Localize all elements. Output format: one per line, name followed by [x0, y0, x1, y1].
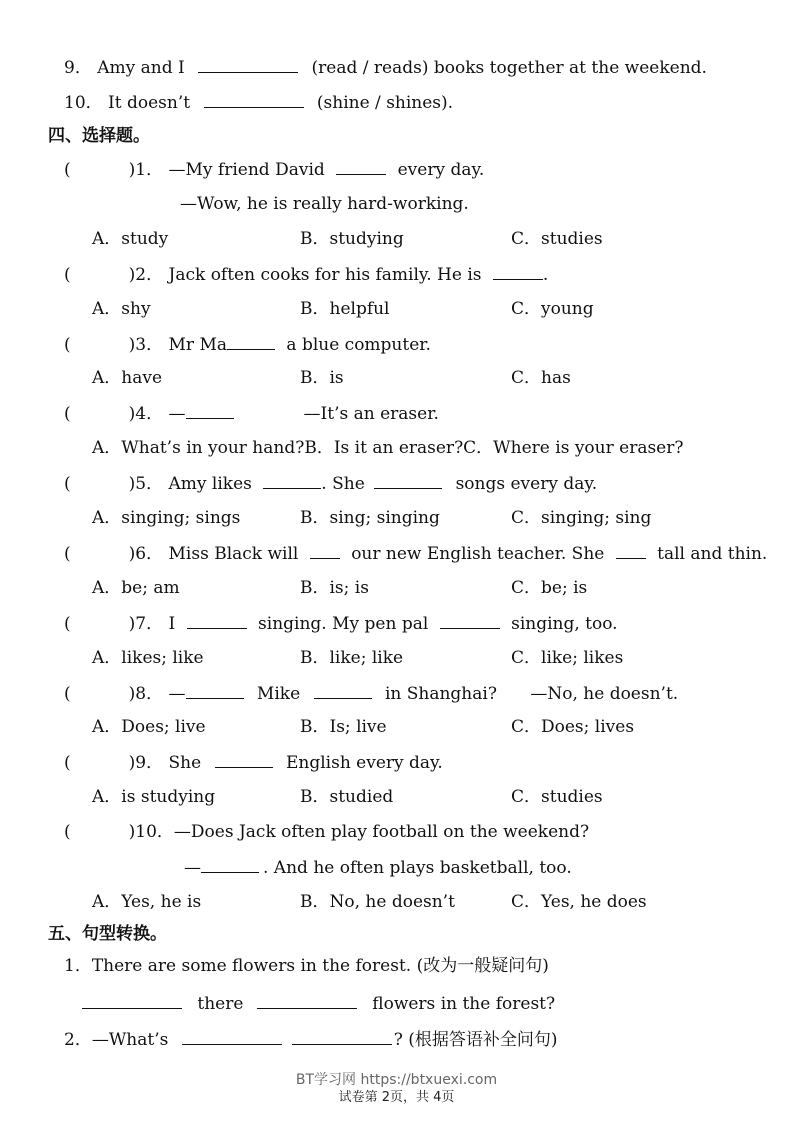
answer-blank[interactable] — [493, 263, 543, 280]
q-text: every day. — [397, 160, 485, 180]
option-c[interactable]: C．studies — [511, 787, 603, 807]
answer-box[interactable] — [71, 543, 129, 559]
q-text: . She — [321, 474, 365, 494]
q-text: — — [168, 404, 186, 424]
q-text: in Shanghai? — [384, 684, 497, 704]
option-b[interactable]: B．No, he doesn’t — [300, 892, 455, 912]
mc-question — [64, 158, 484, 181]
answer-blank[interactable] — [374, 472, 442, 489]
answer-box[interactable] — [71, 334, 129, 350]
answer-blank[interactable] — [292, 1028, 392, 1045]
answer-paren-open: ( — [64, 404, 71, 424]
answer-paren-open: ( — [64, 822, 71, 842]
q-text: Amy and I — [97, 58, 185, 78]
q-text: our new English teacher. She — [351, 544, 605, 564]
answer-box[interactable] — [71, 613, 129, 629]
option-c[interactable]: C．like; likes — [511, 648, 624, 668]
option-a[interactable]: A．have — [92, 368, 163, 388]
answer-paren-open: ( — [64, 684, 71, 704]
mc-question — [64, 263, 548, 286]
answer-box[interactable] — [71, 821, 129, 837]
watermark-site: BT学习网 https://btxuexi.com — [295, 1072, 498, 1088]
q9-fill — [64, 56, 707, 79]
q-text: —It’s an eraser. — [303, 404, 439, 424]
option-a[interactable]: A．is studying — [92, 787, 216, 807]
section-title: 四、选择题。 — [48, 126, 150, 146]
q-number: 9． — [135, 753, 164, 773]
q-text: Jack often cooks for his family. He is — [168, 265, 482, 285]
answer-paren-open: ( — [64, 160, 71, 180]
option-b[interactable]: B．studied — [300, 787, 394, 807]
answer-blank[interactable] — [227, 333, 275, 350]
q-text: flowers in the forest? — [372, 994, 556, 1014]
answer-paren-open: ( — [64, 753, 71, 773]
answer-paren-close: ) — [128, 753, 136, 773]
q-text: singing, too. — [511, 614, 618, 634]
q-text: There are some flowers in the forest. (改为一般疑问句) — [91, 956, 549, 976]
option-b[interactable]: B．helpful — [300, 299, 390, 319]
q-text: —Wow, he is really hard-working. — [180, 194, 469, 214]
answer-blank[interactable] — [440, 612, 500, 629]
option-a[interactable]: A．singing; sings — [92, 508, 241, 528]
answer-paren-close: ) — [128, 404, 136, 424]
mc-question — [64, 751, 443, 774]
q-text-line2 — [184, 856, 572, 879]
option-c[interactable]: C．Does; lives — [511, 717, 635, 737]
answer-paren-close: ) — [128, 684, 136, 704]
answer-paren-open: ( — [64, 474, 71, 494]
answer-blank[interactable] — [201, 856, 259, 873]
q-number: 10． — [64, 93, 103, 113]
q-text: ? (根据答语补全问句) — [393, 1030, 558, 1050]
q-number: 4． — [135, 404, 164, 424]
q-number: 7． — [135, 614, 164, 634]
q-number: 5． — [135, 474, 164, 494]
q-text: (read / reads) books together at the weekend. — [311, 58, 707, 78]
option-a[interactable]: A．Yes, he is — [92, 892, 202, 912]
answer-paren-close: ) — [128, 265, 136, 285]
answer-blank[interactable] — [616, 542, 646, 559]
option-b[interactable]: B．is; is — [300, 578, 369, 598]
answer-blank[interactable] — [186, 682, 244, 699]
answer-paren-close: ) — [128, 335, 136, 355]
mc-question — [64, 402, 439, 425]
q-number: 9． — [64, 58, 92, 78]
q-text: singing. My pen pal — [258, 614, 429, 634]
q-number: 3． — [135, 335, 164, 355]
answer-box[interactable] — [71, 159, 129, 175]
option-b[interactable]: B．studying — [300, 229, 404, 249]
q-number: 8． — [135, 684, 164, 704]
option-c[interactable]: C．has — [511, 368, 571, 388]
q-number: 1． — [135, 160, 164, 180]
options-line[interactable]: A．What’s in your hand?B．Is it an eraser?C．Where is your eraser? — [92, 438, 684, 458]
answer-paren-close: ) — [128, 822, 136, 842]
q-text: It doesn’t — [108, 93, 191, 113]
answer-paren-open: ( — [64, 544, 71, 564]
option-a[interactable]: A．Does; live — [92, 717, 206, 737]
transform-question — [64, 1028, 558, 1051]
q-text: Miss Black will — [168, 544, 299, 564]
answer-blank[interactable] — [82, 992, 182, 1009]
option-c[interactable]: C．be; is — [511, 578, 588, 598]
page-number: 试卷第 2页，共 4页 — [338, 1090, 455, 1105]
q-text: tall and thin. — [657, 544, 768, 564]
q-text: songs every day. — [455, 474, 598, 494]
q-text: —My friend David — [168, 160, 325, 180]
q10-fill — [64, 91, 453, 114]
option-b[interactable]: B．like; like — [300, 648, 404, 668]
answer-blank[interactable] — [310, 542, 340, 559]
q-text: She — [168, 753, 202, 773]
q-text: I — [168, 614, 176, 634]
option-a[interactable]: A．study — [92, 229, 169, 249]
mc-question — [64, 472, 597, 495]
answer-blank[interactable] — [314, 682, 372, 699]
q-text: Mr Ma — [168, 335, 227, 355]
option-c[interactable]: C．Yes, he does — [511, 892, 647, 912]
mc-question — [64, 612, 618, 635]
option-c[interactable]: C．studies — [511, 229, 603, 249]
option-b[interactable]: B．Is; live — [300, 717, 387, 737]
option-a[interactable]: A．be; am — [92, 578, 180, 598]
option-c[interactable]: C．young — [511, 299, 594, 319]
q-number: 10． — [135, 822, 174, 842]
q-text: . — [542, 265, 549, 285]
option-b[interactable]: B．sing; singing — [300, 508, 440, 528]
option-b[interactable]: B．is — [300, 368, 344, 388]
answer-blank[interactable] — [257, 992, 357, 1009]
q-text: there — [197, 994, 244, 1014]
q-text: — — [184, 858, 201, 878]
q-text: —Does Jack often play football on the weekend? — [173, 822, 590, 842]
q-number: 6． — [135, 544, 164, 564]
q-text: (shine / shines). — [316, 93, 454, 113]
answer-paren-close: ) — [128, 614, 136, 634]
answer-blank[interactable] — [198, 56, 298, 73]
q-text: —No, he doesn’t. — [530, 684, 679, 704]
answer-box[interactable] — [71, 403, 129, 419]
transform-answer-line — [82, 992, 555, 1015]
section-title: 五、句型转换。 — [48, 924, 167, 944]
answer-blank[interactable] — [204, 91, 304, 108]
q-number: 1． — [64, 956, 92, 976]
q-text: — — [168, 684, 186, 704]
answer-blank[interactable] — [187, 612, 247, 629]
q-text: a blue computer. — [286, 335, 431, 355]
option-c[interactable]: C．singing; sing — [511, 508, 652, 528]
q-number: 2． — [135, 265, 164, 285]
q-text: English every day. — [285, 753, 443, 773]
q-text: Amy likes — [168, 474, 252, 494]
answer-box[interactable] — [71, 473, 129, 489]
answer-paren-open: ( — [64, 335, 71, 355]
answer-paren-open: ( — [64, 614, 71, 634]
transform-question — [64, 955, 549, 977]
answer-box[interactable] — [71, 264, 129, 280]
q-text: . And he often plays basketball, too. — [263, 858, 572, 878]
answer-blank[interactable] — [336, 158, 386, 175]
q-number: 2． — [64, 1030, 92, 1050]
mc-question — [64, 333, 431, 356]
answer-paren-open: ( — [64, 265, 71, 285]
option-a[interactable]: A．shy — [92, 299, 151, 319]
answer-blank[interactable] — [182, 1028, 282, 1045]
answer-paren-close: ) — [128, 474, 136, 494]
answer-blank[interactable] — [186, 402, 234, 419]
mc-question — [64, 542, 767, 565]
answer-paren-close: ) — [128, 544, 136, 564]
q-text: Mike — [256, 684, 301, 704]
option-a[interactable]: A．likes; like — [92, 648, 204, 668]
answer-blank[interactable] — [215, 751, 273, 768]
mc-question — [64, 821, 589, 843]
mc-question — [64, 682, 678, 705]
answer-paren-close: ) — [128, 160, 136, 180]
answer-box[interactable] — [71, 683, 129, 699]
q-text: —What’s — [91, 1030, 169, 1050]
answer-box[interactable] — [71, 752, 129, 768]
answer-blank[interactable] — [263, 472, 321, 489]
